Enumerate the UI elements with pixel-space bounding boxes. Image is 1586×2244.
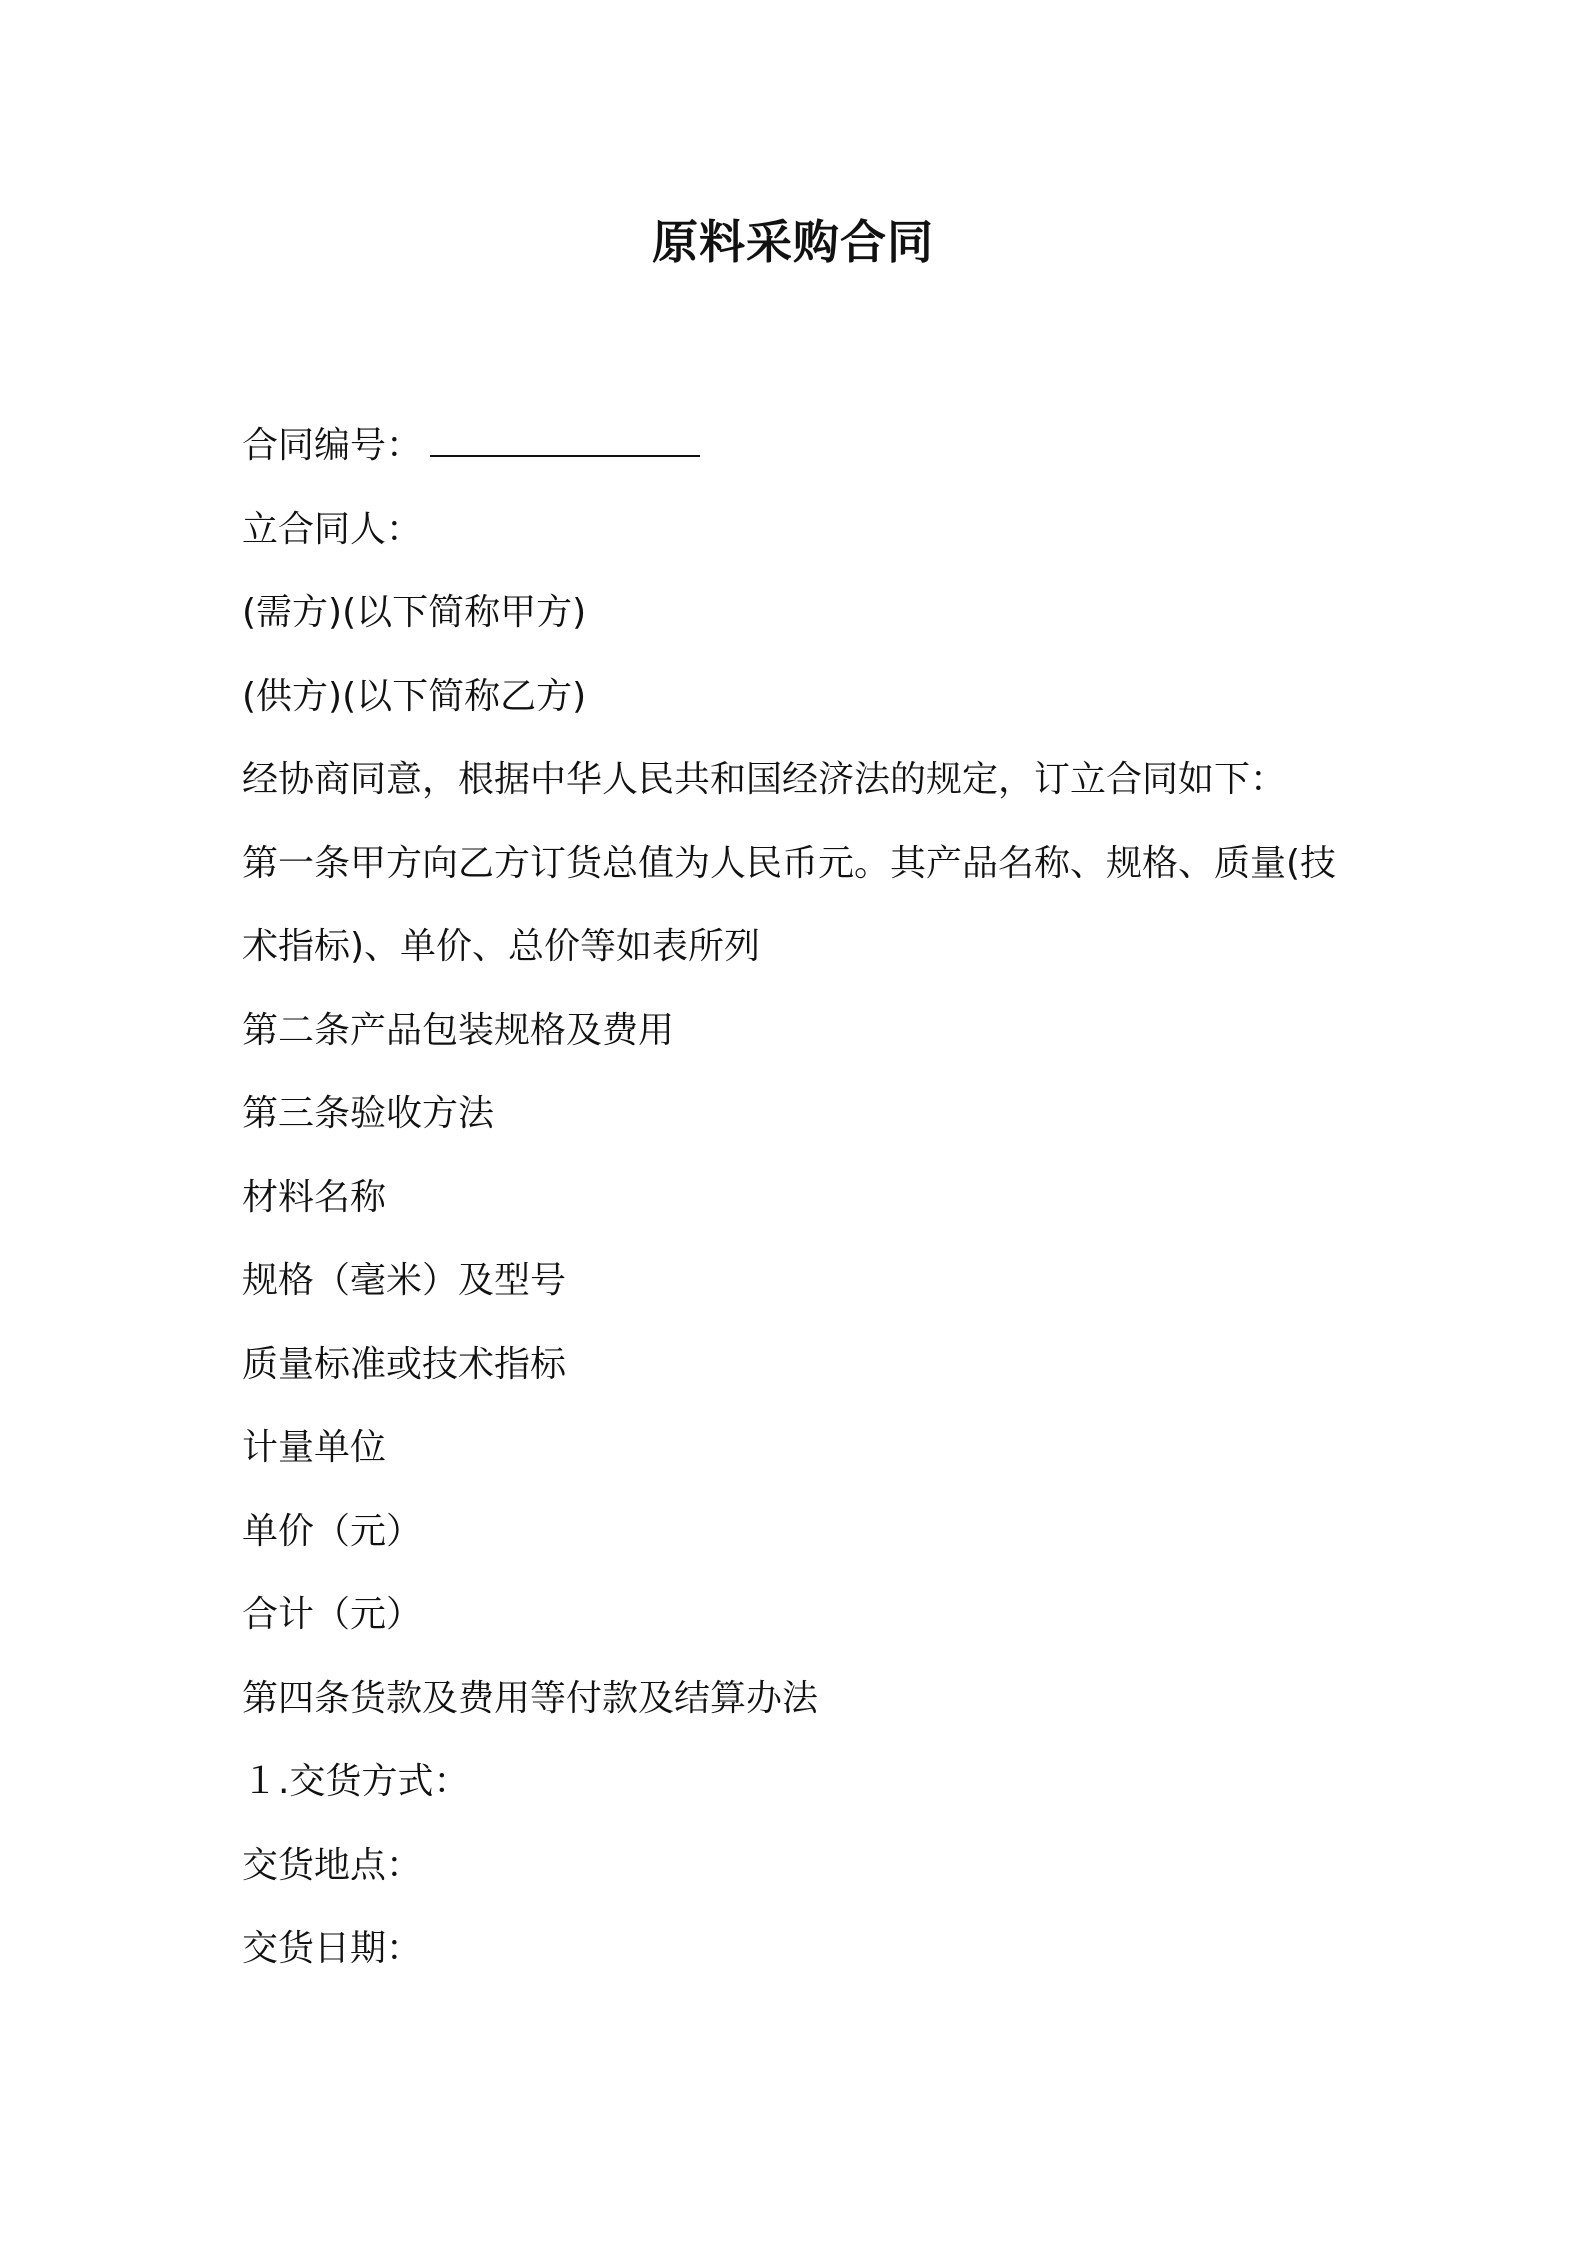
delivery-method-line: １.交货方式：: [242, 1761, 470, 1802]
contract-number-line: [242, 404, 1362, 488]
supplier-line: (供方)(以下简称乙方): [242, 675, 587, 717]
article-4-line: 第四条货款及费用等付款及结算办法: [242, 1677, 819, 1719]
total-line: 合计（元）: [242, 1594, 423, 1635]
material-name-line: 材料名称: [242, 1176, 387, 1218]
buyer-line: (需方)(以下简称甲方): [242, 592, 587, 633]
article-2-line: 第二条产品包装规格及费用: [242, 1009, 675, 1051]
unit-price-line: 单价（元）: [242, 1510, 423, 1552]
contract-number-blank: [430, 421, 700, 457]
quality-standard-line: 质量标准或技术指标: [242, 1343, 567, 1385]
unit-of-measure-line: 计量单位: [242, 1427, 387, 1468]
parties-heading: 立合同人：: [242, 508, 423, 550]
article-1-line-1: 第一条甲方向乙方订货总值为人民币元。其产品名称、规格、质量(技: [242, 842, 1337, 884]
article-3-line: 第三条验收方法: [242, 1093, 495, 1134]
document-title: 原料采购合同: [652, 215, 934, 269]
delivery-location-line: 交货地点：: [242, 1844, 423, 1886]
spec-model-line: 规格（毫米）及型号: [242, 1260, 567, 1301]
preamble-line: 经协商同意，根据中华人民共和国经济法的规定，订立合同如下：: [242, 759, 1287, 800]
article-1-line-2: 术指标)、单价、总价等如表所列: [242, 926, 761, 967]
contract-number-label: 合同编号：: [242, 425, 423, 466]
delivery-date-line: 交货日期：: [242, 1928, 423, 1969]
document-body: [242, 404, 1362, 1991]
